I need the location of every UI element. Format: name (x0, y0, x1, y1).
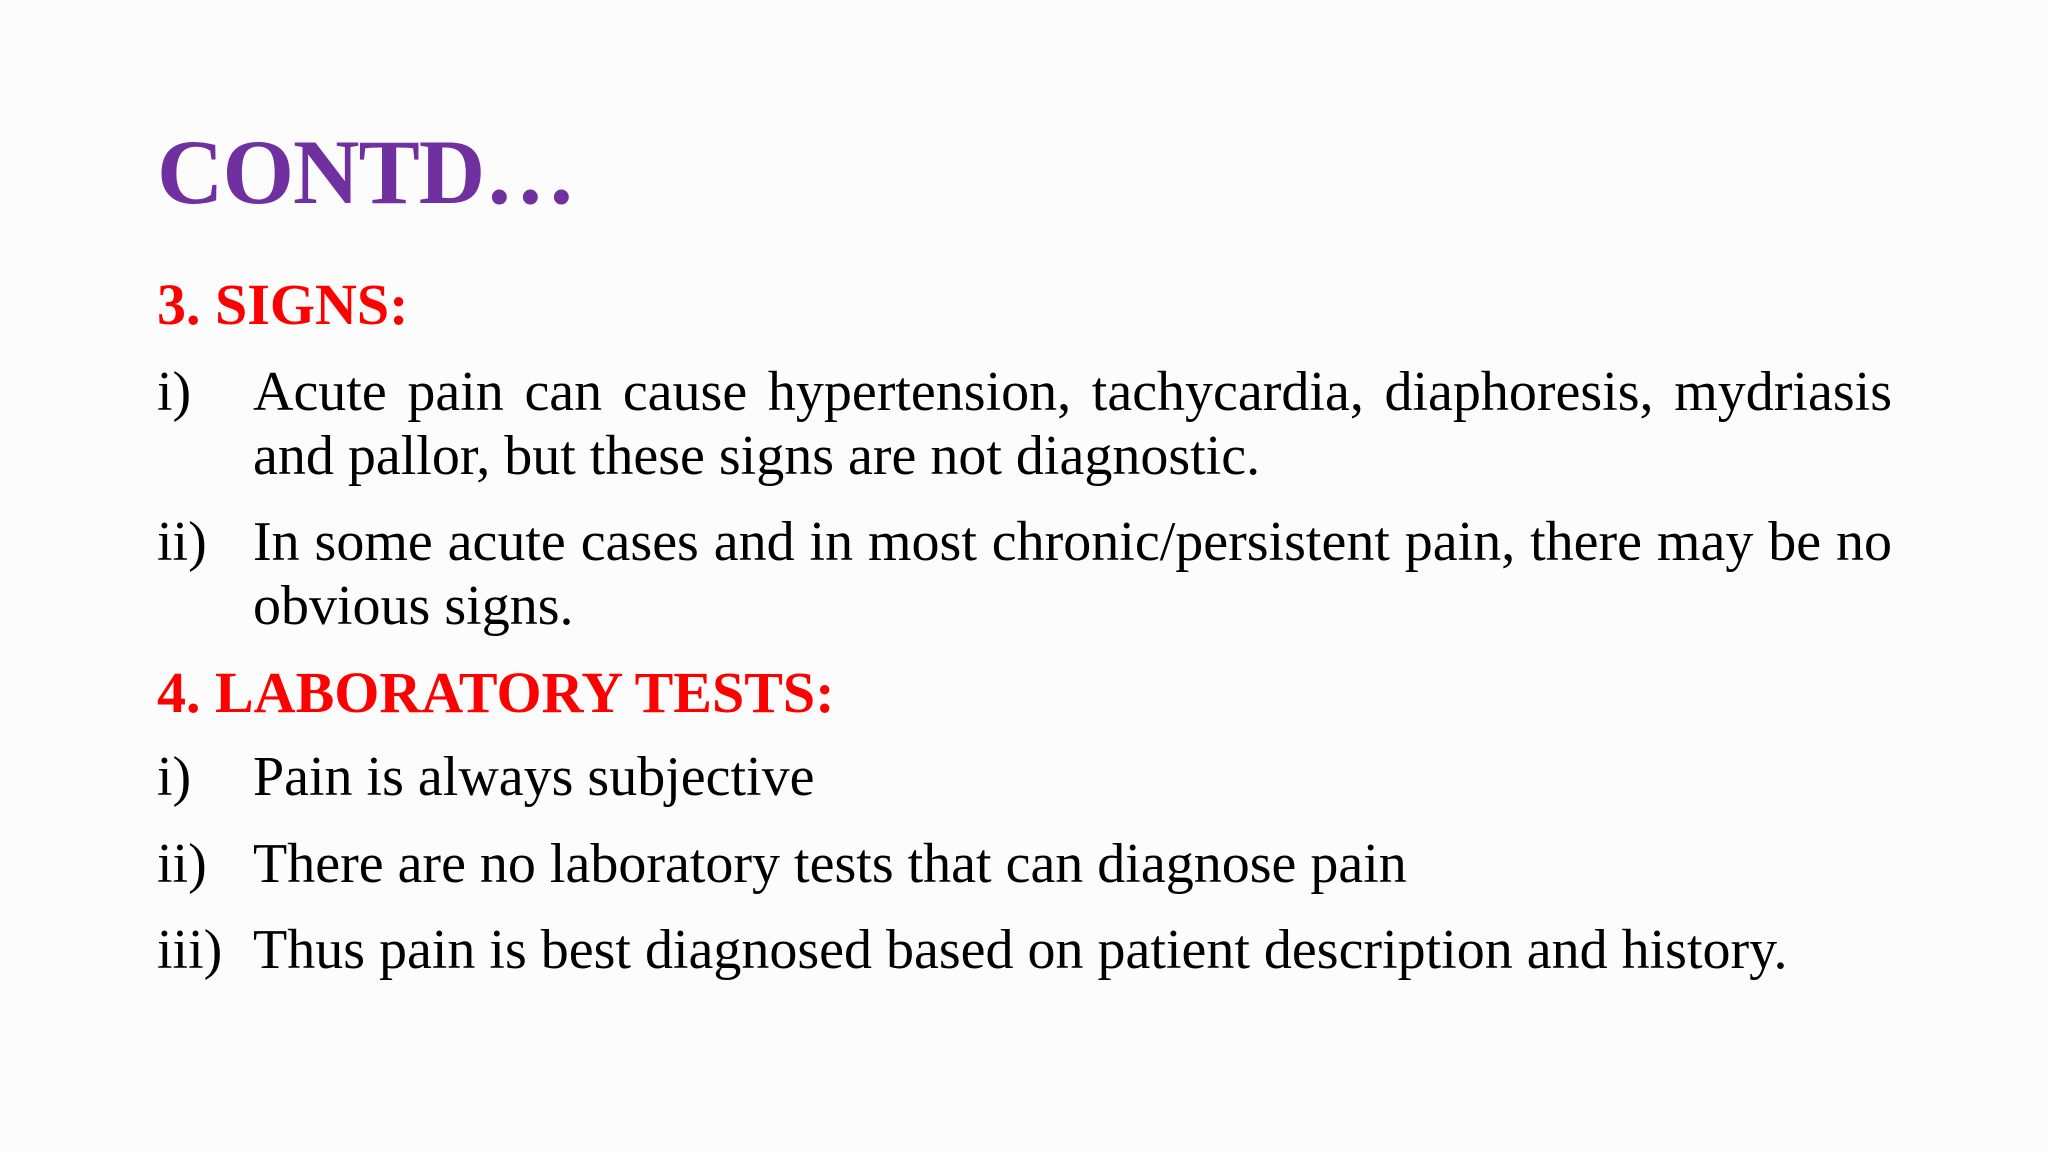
slide-title: CONTD… (157, 121, 576, 223)
list-item (157, 510, 1892, 638)
list-marker: i) (157, 746, 192, 808)
section-heading-signs: 3. SIGNS: (157, 272, 409, 337)
list-item-text: Acute pain can cause hypertension, tachycardia, diaphoresis, mydriasis and pallor, but these signs are not diagnostic. (253, 361, 1892, 487)
list-item-text: Thus pain is best diagnosed based on patient description and history. (253, 919, 1788, 981)
list-item (157, 832, 1892, 896)
list-item (157, 745, 1892, 809)
list-item-text: There are no laboratory tests that can diagnose pain (253, 833, 1407, 895)
list-item-text: In some acute cases and in most chronic/persistent pain, there may be no obvious signs. (253, 511, 1892, 637)
list-item (157, 360, 1892, 488)
list-marker: ii) (157, 511, 207, 573)
list-marker: iii) (157, 919, 223, 981)
list-item (157, 918, 1892, 982)
list-item-text: Pain is always subjective (253, 746, 815, 808)
section-heading-laboratory-tests: 4. LABORATORY TESTS: (157, 660, 835, 725)
list-marker: i) (157, 361, 192, 423)
list-marker: ii) (157, 833, 207, 895)
